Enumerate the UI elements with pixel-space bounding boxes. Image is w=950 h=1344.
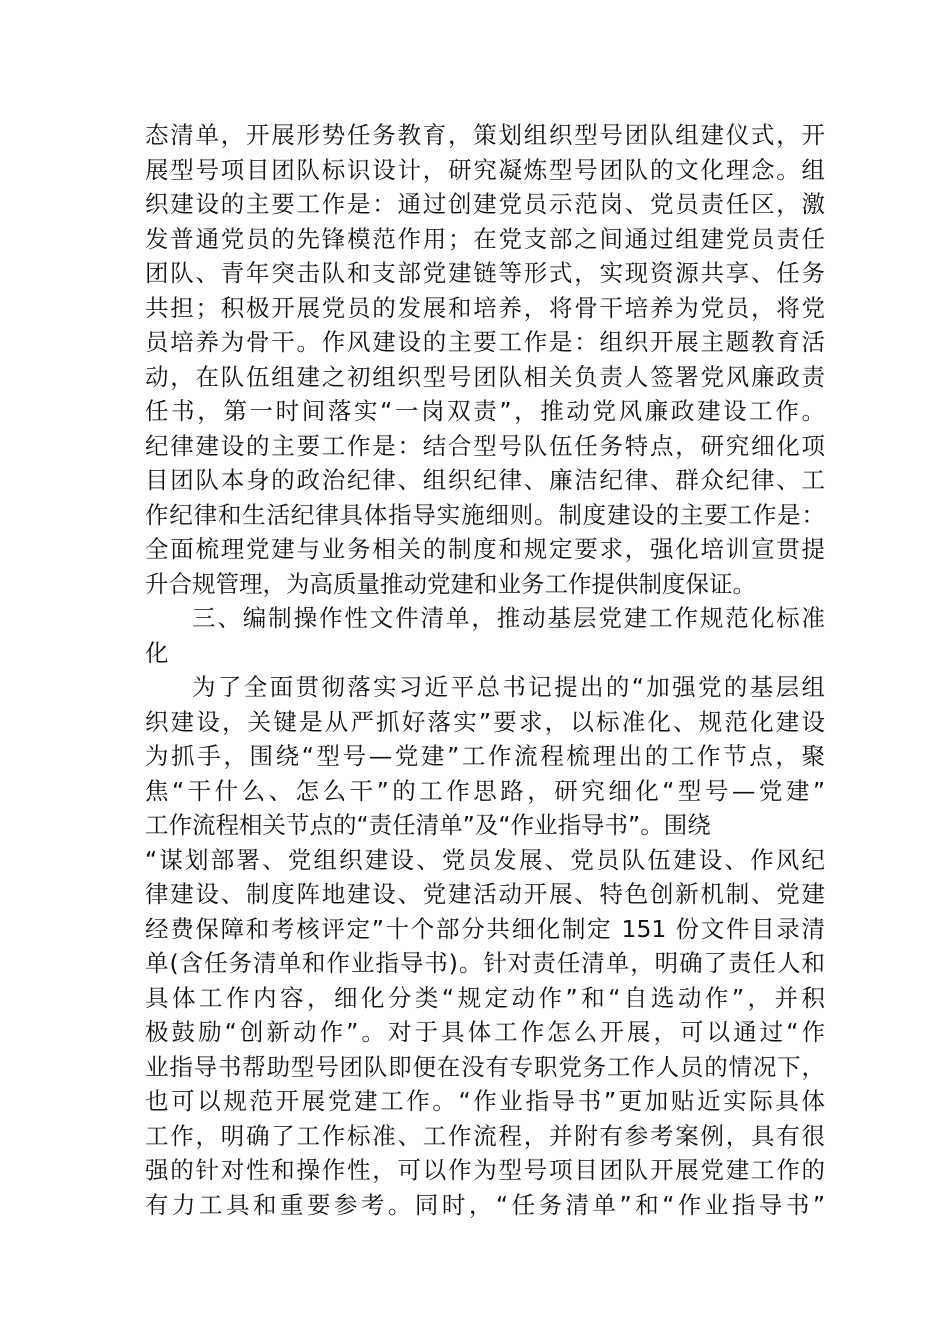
text-line: 任书，第一时间落实“一岗双责”，推动党风廉政建设工作。 xyxy=(145,397,825,425)
section-heading: 三、编制操作性文件清单，推动基层党建工作规范化标准 xyxy=(192,604,825,632)
text-line: 有力工具和重要参考。同时，“任务清单”和“作业指导书” xyxy=(145,1190,825,1219)
text-line: 纪律建设的主要工作是：结合型号队伍任务特点，研究细化项 xyxy=(145,431,825,460)
text-line: 强的针对性和操作性，可以作为型号项目团队开展党建工作的 xyxy=(145,1156,825,1184)
text-line: 焦“干什么、怎么干”的工作思路，研究细化“型号—党建” xyxy=(145,776,825,805)
text-line: 工作流程相关节点的“责任清单”及“作业指导书”。围绕 xyxy=(145,811,711,839)
text-line: 员培养为骨干。作风建设的主要工作是：组织开展主题教育活 xyxy=(145,328,825,356)
text-line: 升合规管理，为高质量推动党建和业务工作提供制度保证。 xyxy=(145,569,756,598)
text-line: 也可以规范开展党建工作。“作业指导书”更加贴近实际具体 xyxy=(145,1087,825,1115)
text-line: “谋划部署、党组织建设、党员发展、党员队伍建设、作风纪 xyxy=(145,845,825,874)
text-line: 全面梳理党建与业务相关的制度和规定要求，强化培训宣贯提 xyxy=(145,535,825,563)
text-line: 团队、青年突击队和支部党建链等形式，实现资源共享、任务 xyxy=(145,259,825,287)
text-line: 展型号项目团队标识设计，研究凝炼型号团队的文化理念。组 xyxy=(145,155,825,184)
body-text xyxy=(145,118,825,1222)
text-line: 业指导书帮助型号团队即便在没有专职党务工作人员的情况下， xyxy=(145,1052,825,1081)
text-line: 态清单，开展形势任务教育，策划组织型号团队组建仪式，开 xyxy=(145,121,825,149)
text-line: 为抓手，围绕“型号—党建”工作流程梳理出的工作节点，聚 xyxy=(145,742,825,770)
text-line: 作纪律和生活纪律具体指导实施细则。制度建设的主要工作是： xyxy=(145,500,825,529)
text-line: 动，在队伍组建之初组织型号团队相关负责人签署党风廉政责 xyxy=(145,362,825,391)
text-line: 单(含任务清单和作业指导书)。针对责任清单，明确了责任人和 xyxy=(145,949,825,977)
text-line: 织建设，关键是从严抓好落实”要求，以标准化、规范化建设 xyxy=(145,707,825,736)
section-heading-continuation: 化 xyxy=(145,638,169,667)
text-line: 发普通党员的先锋模范作用；在党支部之间通过组建党员责任 xyxy=(145,224,825,253)
text-line: 共担；积极开展党员的发展和培养，将骨干培养为党员，将党 xyxy=(145,293,825,322)
text-line: 律建设、制度阵地建设、党建活动开展、特色创新机制、党建 xyxy=(145,880,825,908)
text-line: 经费保障和考核评定”十个部分共细化制定 151 份文件目录清 xyxy=(145,914,825,943)
text-line: 为了全面贯彻落实习近平总书记提出的“加强党的基层组 xyxy=(192,673,825,701)
text-line: 织建设的主要工作是：通过创建党员示范岗、党员责任区，激 xyxy=(145,190,825,218)
text-line: 极鼓励“创新动作”。对于具体工作怎么开展，可以通过“作 xyxy=(145,1018,825,1046)
text-line: 具体工作内容，细化分类“规定动作”和“自选动作”，并积 xyxy=(145,983,825,1012)
text-line: 工作，明确了工作标准、工作流程，并附有参考案例，具有很 xyxy=(145,1121,825,1150)
text-line: 目团队本身的政治纪律、组织纪律、廉洁纪律、群众纪律、工 xyxy=(145,466,825,494)
